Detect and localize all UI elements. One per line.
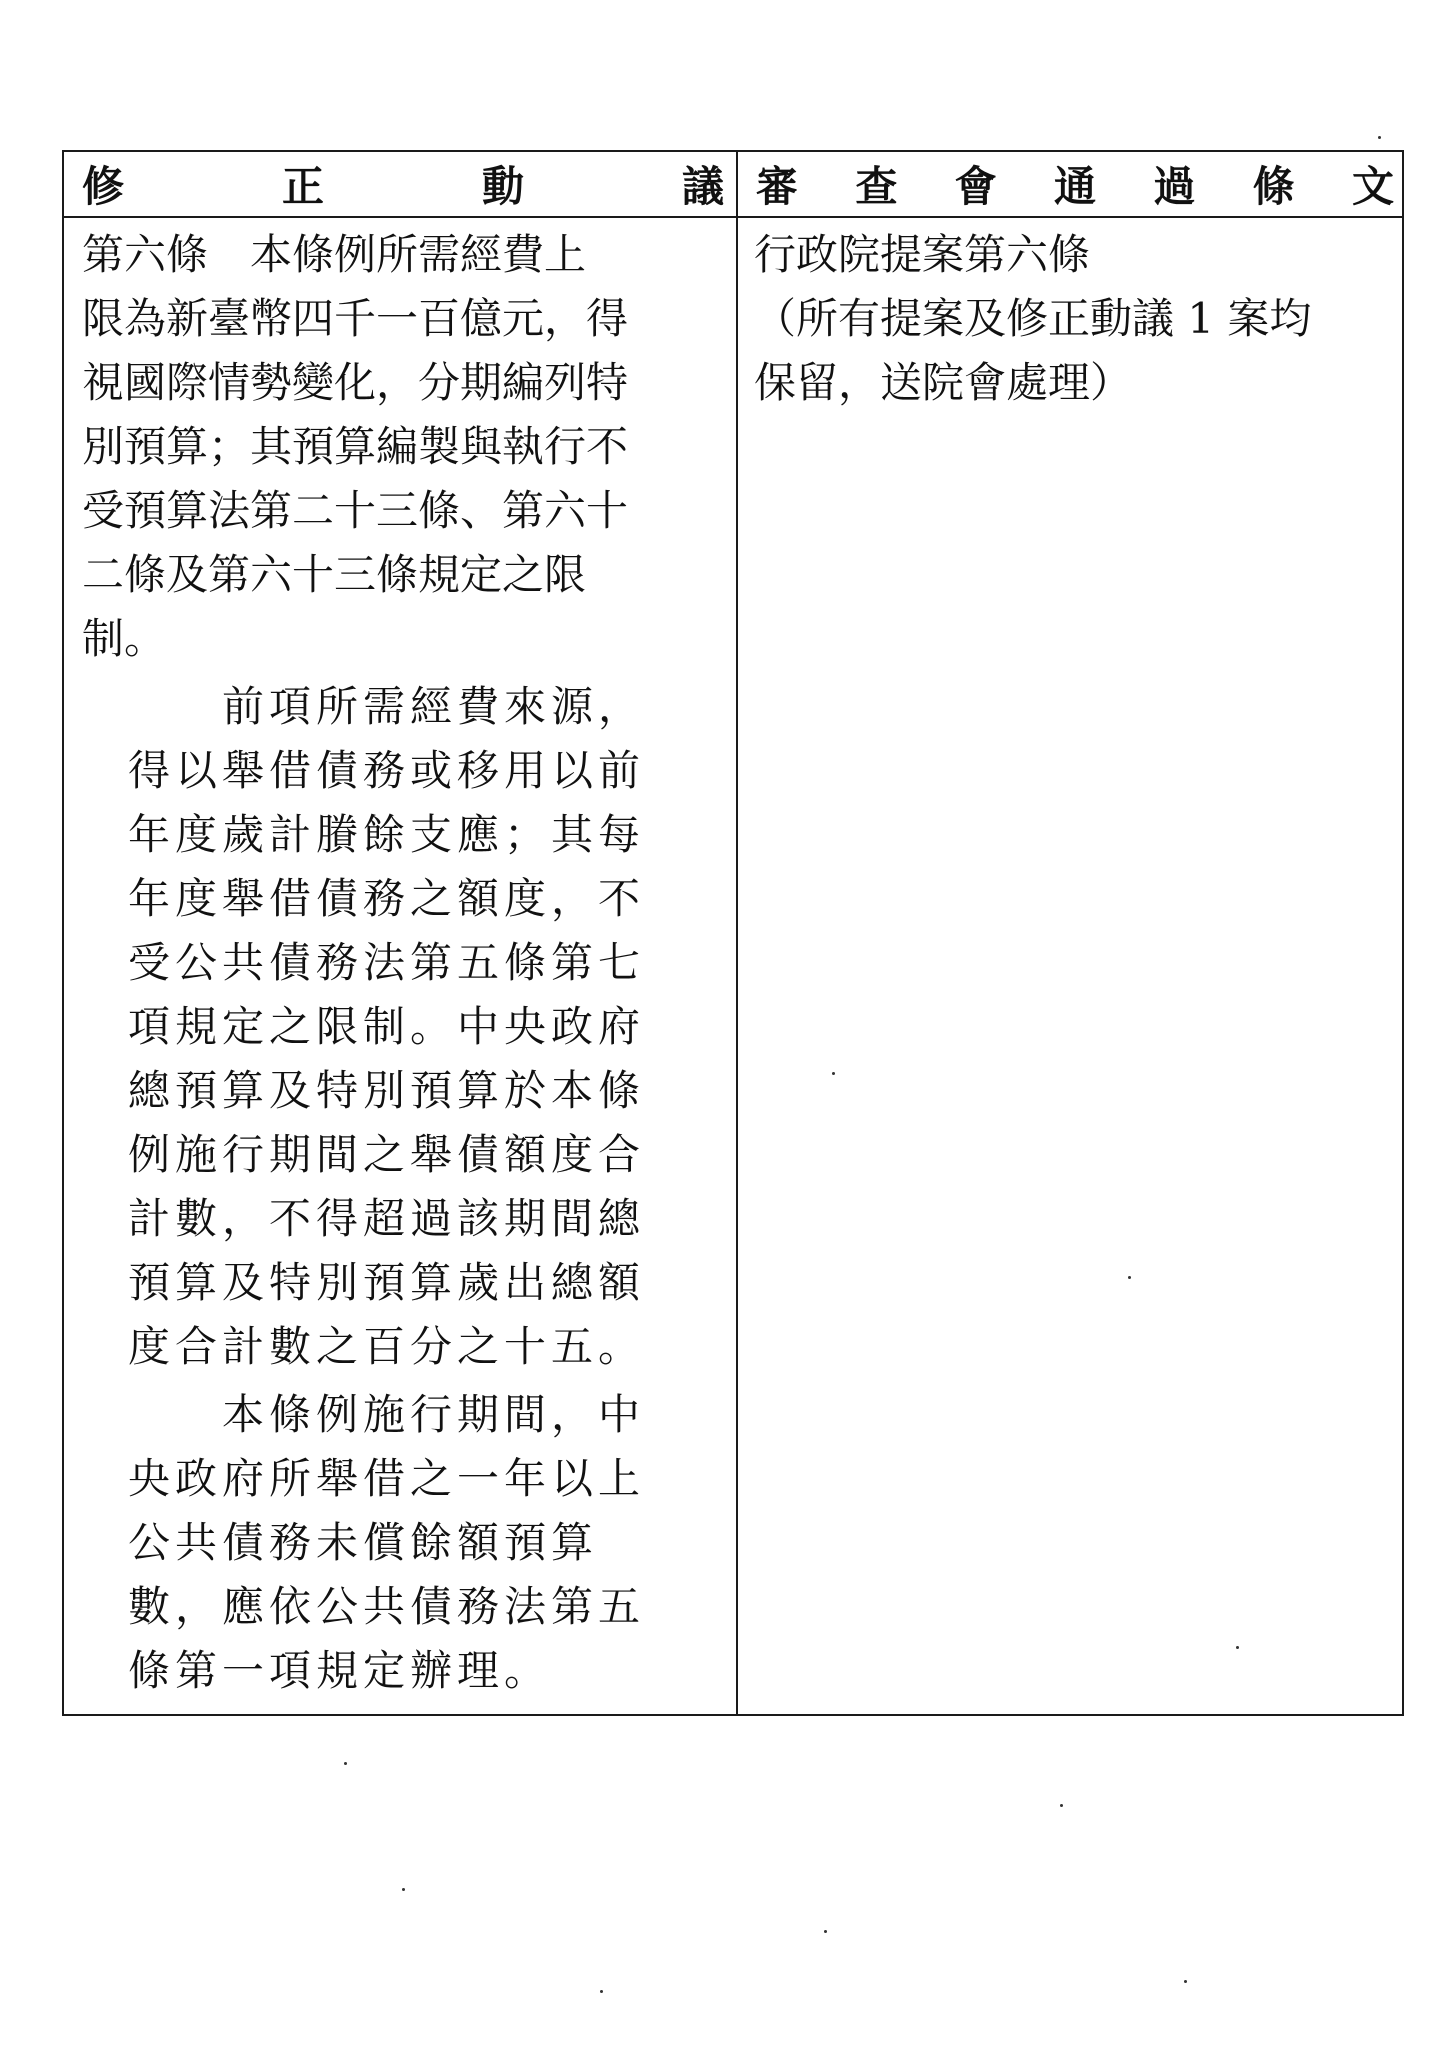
header-char: 查 <box>855 162 898 211</box>
header-char: 議 <box>681 162 724 211</box>
text-line: 限為新臺幣四千一百億元，得 <box>82 294 629 343</box>
text-line: 制。 <box>82 614 167 663</box>
header-char: 動 <box>481 162 524 211</box>
header-char: 正 <box>281 162 324 211</box>
scan-speck <box>1378 136 1381 139</box>
scan-speck <box>1060 1804 1063 1807</box>
scan-speck <box>1184 1980 1187 1983</box>
scan-speck <box>832 1072 835 1075</box>
proposal-table <box>62 150 1404 1716</box>
text-line: 數，應依公共債務法第五 <box>128 1582 646 1631</box>
text-line: 二條及第六十三條規定之限 <box>82 550 587 599</box>
text-line: 別預算；其預算編製與執行不 <box>82 422 629 471</box>
header-char: 條 <box>1252 162 1295 211</box>
header-char: 修 <box>82 162 125 211</box>
header-committee-approved-text <box>756 152 1394 216</box>
text-line: （所有提案及修正動議 1 案均 <box>754 294 1312 343</box>
scan-speck <box>600 1990 603 1993</box>
text-line: 公共債務未償餘額預算 <box>128 1518 599 1567</box>
text-line: 視國際情勢變化，分期編列特 <box>82 358 629 407</box>
text-line: 例施行期間之舉債額度合 <box>128 1130 646 1179</box>
text-line: 總預算及特別預算於本條 <box>128 1066 646 1115</box>
text-line: 條第一項規定辦理。 <box>128 1646 552 1695</box>
header-char: 會 <box>954 162 997 211</box>
scan-speck <box>344 1762 347 1765</box>
text-line: 度合計數之百分之十五。 <box>128 1322 646 1371</box>
text-line: 保留，送院會處理） <box>754 358 1133 407</box>
text-line: 年度舉借債務之額度，不 <box>128 874 646 923</box>
text-line: 得以舉借債務或移用以前 <box>128 746 646 795</box>
header-char: 過 <box>1153 162 1196 211</box>
header-char: 文 <box>1351 162 1394 211</box>
text-line: 預算及特別預算歲出總額 <box>128 1258 646 1307</box>
text-line: 項規定之限制。中央政府 <box>128 1002 646 1051</box>
text-line: 行政院提案第六條 <box>754 230 1091 279</box>
header-char: 通 <box>1053 162 1096 211</box>
text-line: 前項所需經費來源， <box>128 682 646 731</box>
text-line: 受公共債務法第五條第七 <box>128 938 646 987</box>
header-char: 審 <box>756 162 799 211</box>
text-line: 本條例施行期間，中 <box>128 1390 646 1439</box>
text-line: 第六條 本條例所需經費上 <box>82 230 587 279</box>
scan-speck <box>402 1888 405 1891</box>
scan-speck <box>824 1930 827 1933</box>
table-header-row <box>64 152 1402 218</box>
text-line: 受預算法第二十三條、第六十 <box>82 486 629 535</box>
text-line: 計數，不得超過該期間總 <box>128 1194 646 1243</box>
header-amendment-motion <box>82 152 724 216</box>
column-divider <box>736 152 738 1714</box>
scan-speck <box>1236 1646 1239 1649</box>
text-line: 央政府所舉借之一年以上 <box>128 1454 646 1503</box>
text-line: 年度歲計賸餘支應；其每 <box>128 810 646 859</box>
scan-speck <box>1128 1276 1131 1279</box>
